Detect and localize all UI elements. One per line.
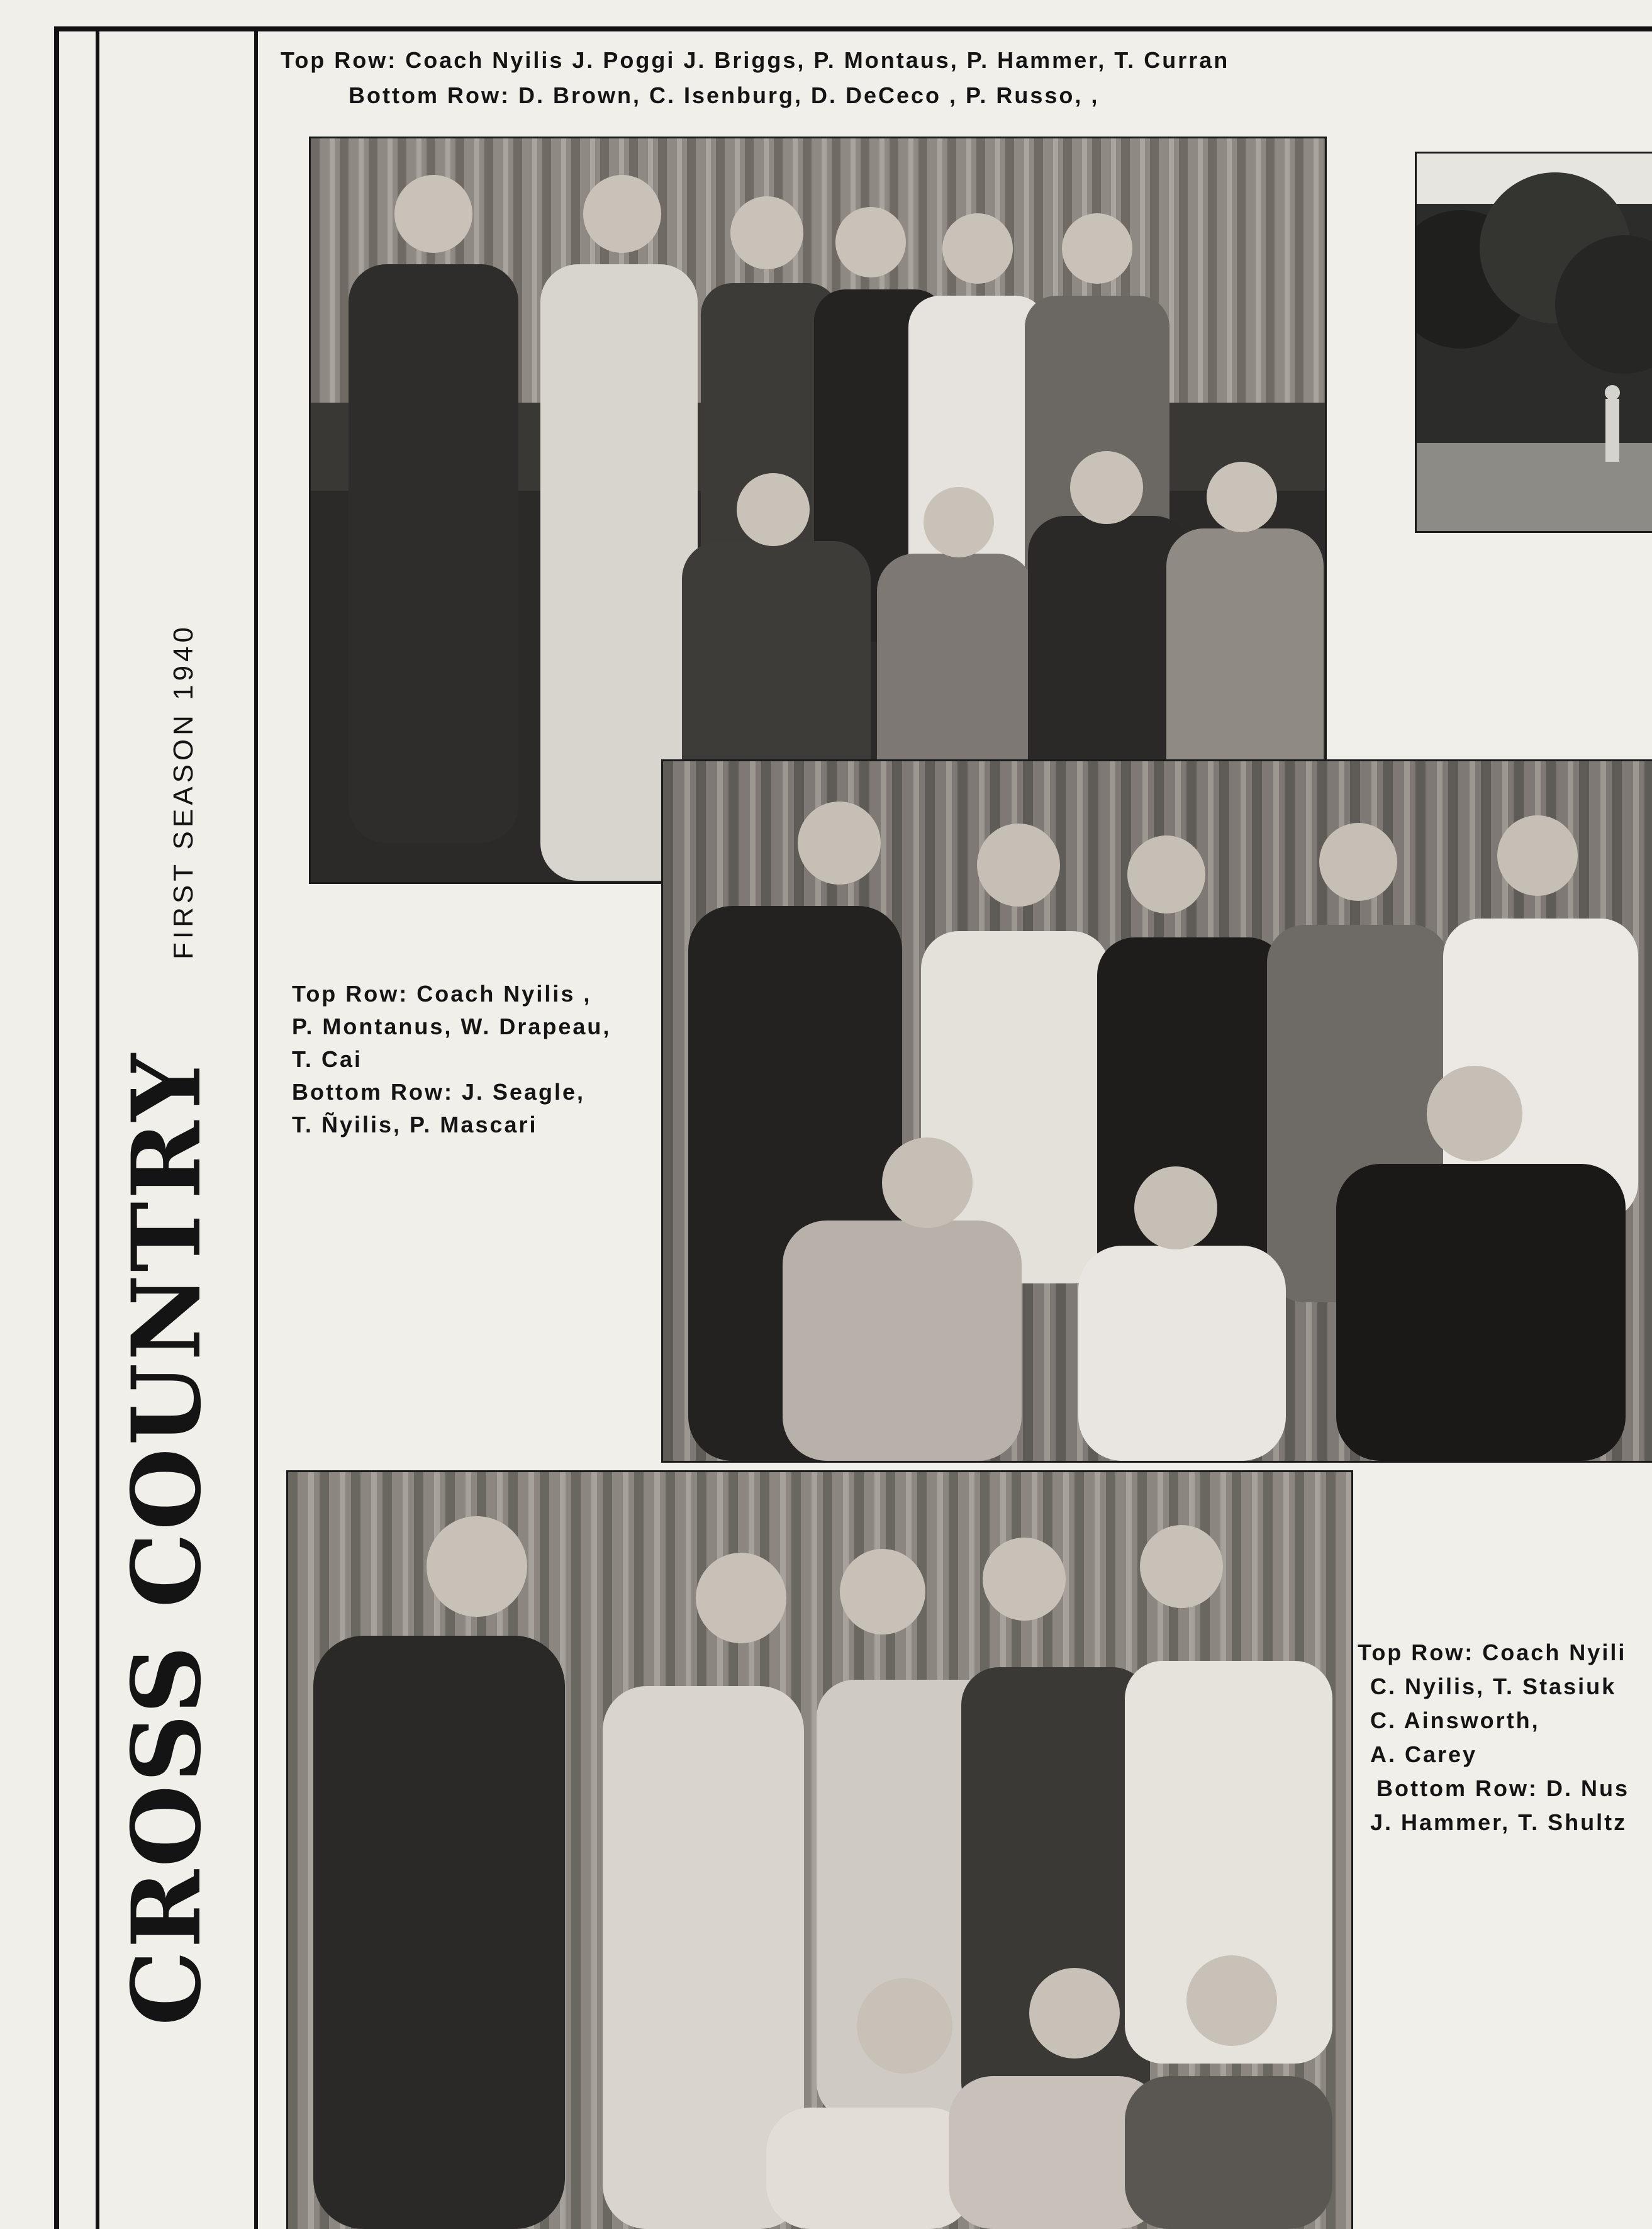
caption-middle-line-4: Bottom Row: J. Seagle, <box>292 1079 586 1105</box>
caption-middle-photo <box>292 978 611 1141</box>
page-subtitle: FIRST SEASON 1940 <box>168 623 199 959</box>
caption-bottom-line-3: C. Ainsworth, <box>1370 1707 1540 1733</box>
page-title: CROSS COUNTRY <box>111 1051 222 2026</box>
caption-top-photo-row-2: Bottom Row: D. Brown, C. Isenburg, D. DeCeco , P. Russo, , <box>349 82 1100 108</box>
caption-bottom-photo <box>1358 1636 1629 1840</box>
team-photo-bottom-image <box>288 1472 1351 2229</box>
team-photo-middle-image <box>663 761 1652 1461</box>
frame-left-outer-line <box>54 26 59 2229</box>
caption-top-photo-row-1: Top Row: Coach Nyilis J. Poggi J. Briggs, P. Montaus, P. Hammer, T. Curran <box>281 47 1230 73</box>
caption-bottom-line-6: J. Hammer, T. Shultz <box>1370 1809 1627 1835</box>
frame-top-line <box>54 26 1652 31</box>
caption-middle-line-5: T. Ñyilis, P. Mascari <box>292 1112 538 1137</box>
caption-bottom-line-1: Top Row: Coach Nyili <box>1358 1640 1627 1665</box>
caption-middle-line-3: T. Cai <box>292 1046 363 1072</box>
team-photo-middle <box>663 761 1652 1461</box>
caption-bottom-line-2: C. Nyilis, T. Stasiuk <box>1370 1673 1617 1699</box>
caption-bottom-line-4: A. Carey <box>1370 1741 1478 1767</box>
frame-divider-line <box>254 26 258 2229</box>
caption-bottom-line-5: Bottom Row: D. Nus <box>1376 1775 1629 1801</box>
frame-left-inner-line <box>96 26 99 2229</box>
caption-middle-line-1: Top Row: Coach Nyilis , <box>292 981 592 1007</box>
team-photo-bottom <box>288 1472 1351 2229</box>
caption-middle-line-2: P. Montanus, W. Drapeau, <box>292 1014 611 1039</box>
runner-photo-image <box>1417 154 1652 531</box>
runner-photo <box>1417 154 1652 531</box>
